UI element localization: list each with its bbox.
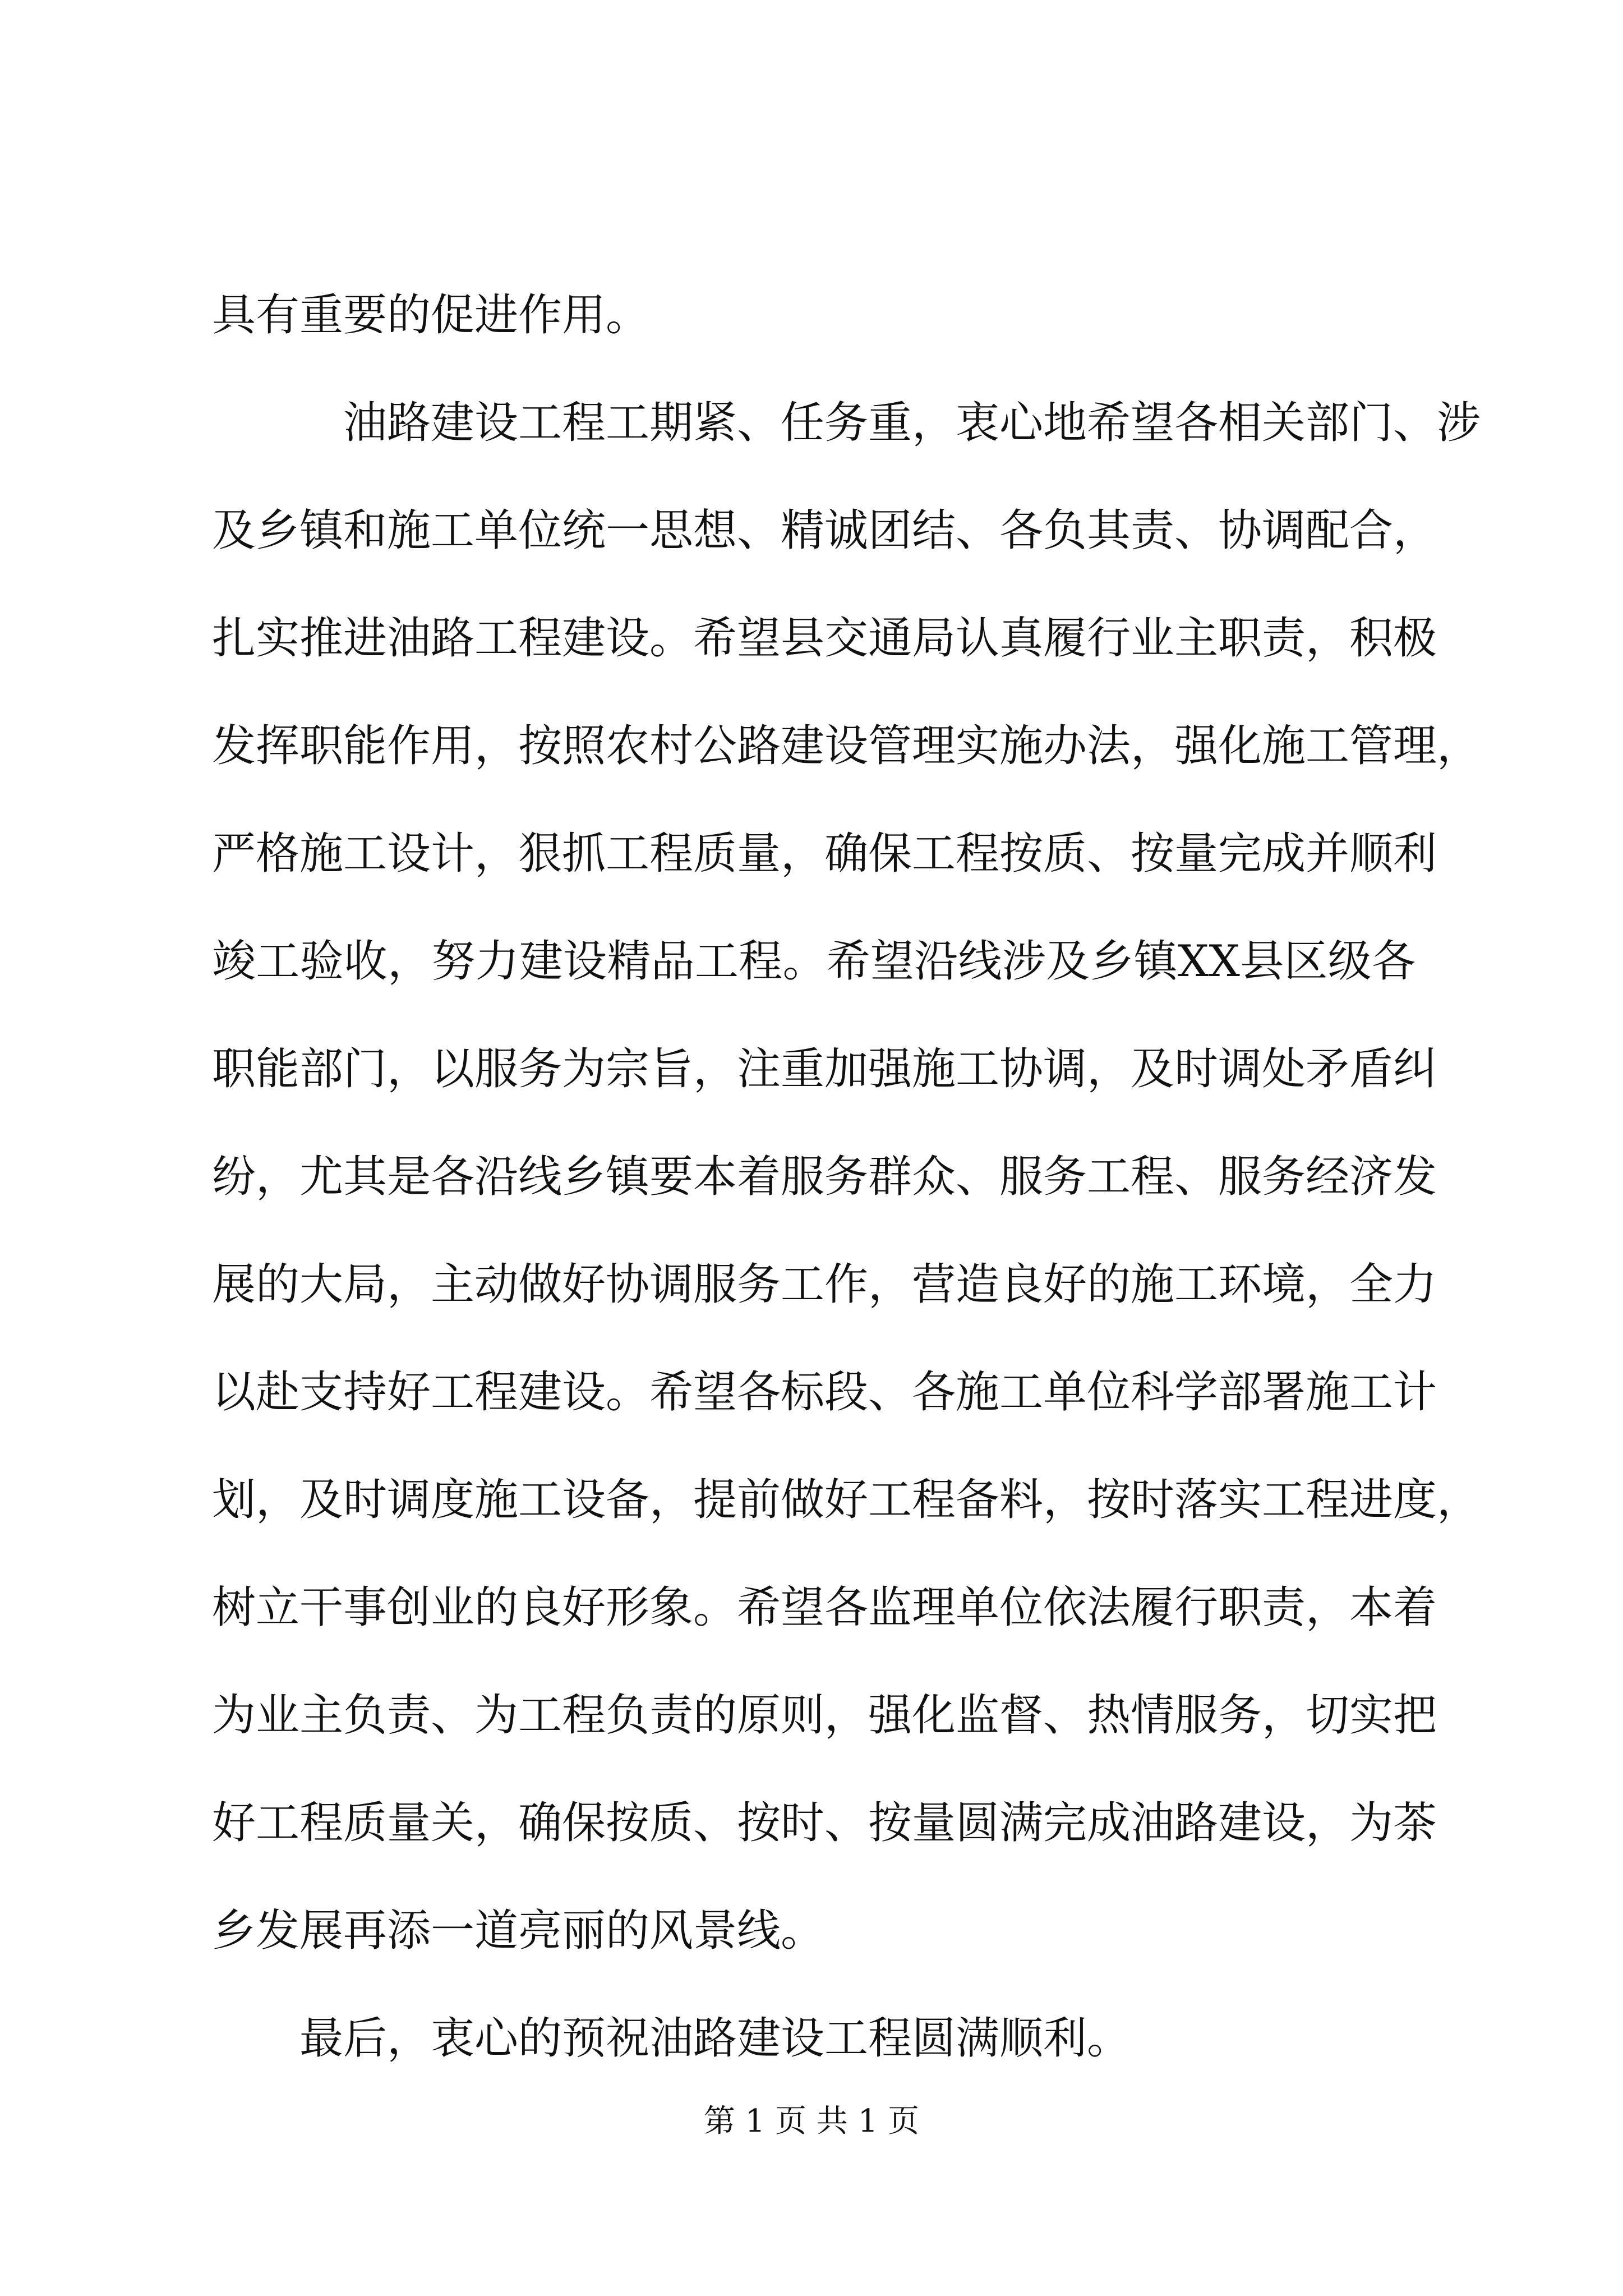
text-line: 严格施工设计，狠抓工程质量，确保工程按质、按量完成并顺利 bbox=[212, 829, 1437, 879]
text-line: 划，及时调度施工设备，提前做好工程备料，按时落实工程进度， bbox=[212, 1475, 1481, 1525]
text-line: 展的大局，主动做好协调服务工作，营造良好的施工环境，全力 bbox=[212, 1259, 1437, 1310]
text-line: 最后，衷心的预祝油路建设工程圆满顺利。 bbox=[299, 2013, 1131, 2064]
text-line: 油路建设工程工期紧、任务重，衷心地希望各相关部门、涉 bbox=[343, 398, 1481, 448]
text-line: 以赴支持好工程建设。希望各标段、各施工单位科学部署施工计 bbox=[212, 1367, 1437, 1418]
document-body bbox=[212, 261, 1481, 2092]
text-line: 扎实推进油路工程建设。希望县交通局认真履行业主职责，积极 bbox=[212, 613, 1437, 664]
text-line: 竣工验收，努力建设精品工程。希望沿线涉及乡镇XX县区级各 bbox=[212, 936, 1415, 987]
text-line: 职能部门，以服务为宗旨，注重加强施工协调，及时调处矛盾纠 bbox=[212, 1044, 1437, 1094]
text-line: 纷，尤其是各沿线乡镇要本着服务群众、服务工程、服务经济发 bbox=[212, 1152, 1437, 1202]
text-line: 好工程质量关，确保按质、按时、按量圆满完成油路建设，为茶 bbox=[212, 1798, 1437, 1848]
text-line: 乡发展再添一道亮丽的风景线。 bbox=[212, 1906, 825, 1956]
text-line: 为业主负责、为工程负责的原则，强化监督、热情服务，切实把 bbox=[212, 1690, 1437, 1741]
page-footer bbox=[0, 2099, 1623, 2144]
page-number-label: 第 1 页 共 1 页 bbox=[703, 2103, 920, 2139]
text-line: 树立干事创业的良好形象。希望各监理单位依法履行职责，本着 bbox=[212, 1582, 1437, 1633]
text-line: 发挥职能作用，按照农村公路建设管理实施办法，强化施工管理， bbox=[212, 721, 1481, 771]
text-line: 及乡镇和施工单位统一思想、精诚团结、各负其责、协调配合， bbox=[212, 505, 1437, 556]
text-line: 具有重要的促进作用。 bbox=[212, 290, 650, 341]
